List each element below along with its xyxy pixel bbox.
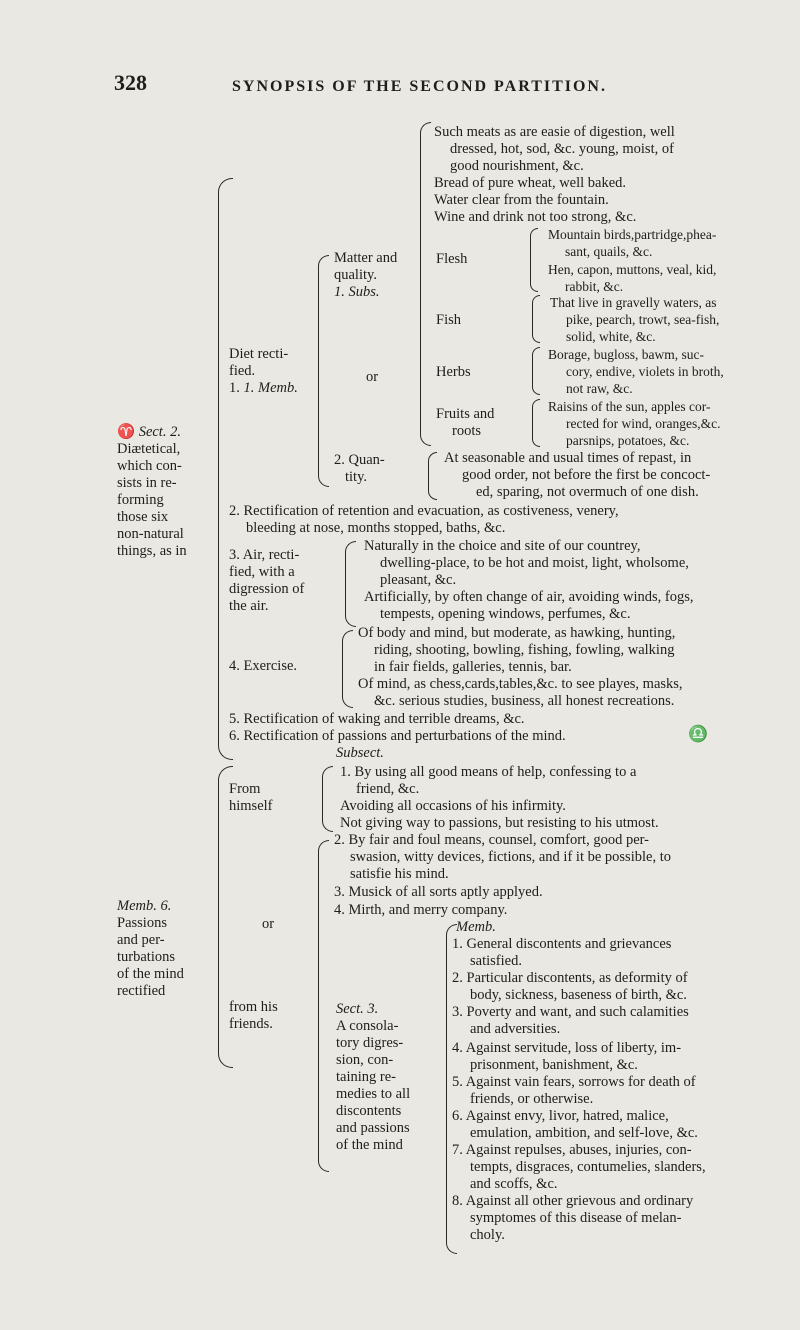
herbs-label: Herbs xyxy=(436,364,471,380)
sect3-line: medies to all xyxy=(336,1086,411,1102)
diet-label: fied. xyxy=(229,363,256,379)
food-line: Wine and drink not too strong, &c. xyxy=(434,209,637,225)
memb-line: satisfied. xyxy=(470,953,522,969)
diet-memb: 1. Memb. xyxy=(243,380,298,396)
aries-symbol: ♈ xyxy=(117,424,136,440)
sect3-line: taining re- xyxy=(336,1069,396,1085)
memb6-line: and per- xyxy=(117,932,165,948)
exercise-line: in fair fields, galleries, tennis, bar. xyxy=(374,659,572,675)
memb6-line: turbations xyxy=(117,949,175,965)
rectification-2: 2. Rectification of retention and evacuation, as costiveness, venery, xyxy=(229,503,619,519)
item-6: 6. Rectification of passions and perturbations of the mind. xyxy=(229,728,566,744)
fruits-label: roots xyxy=(452,423,481,439)
sect3-line: of the mind xyxy=(336,1137,403,1153)
friends-label: friends. xyxy=(229,1016,273,1032)
memb-line: 7. Against repulses, abuses, injuries, con- xyxy=(452,1142,692,1158)
memb-line: emulation, ambition, and self-love, &c. xyxy=(470,1125,698,1141)
memb-line: symptomes of this disease of melan- xyxy=(470,1210,682,1226)
memb6-heading: Memb. 6. xyxy=(117,898,172,914)
memb-line: body, sickness, baseness of birth, &c. xyxy=(470,987,687,1003)
friends-brace xyxy=(318,840,329,1172)
air-brace xyxy=(345,541,356,627)
fish-label: Fish xyxy=(436,312,461,328)
rectification-2: bleeding at nose, months stopped, baths, &c. xyxy=(246,520,506,536)
herbs-line: cory, endive, violets in broth, xyxy=(566,364,724,379)
air-label: digression of xyxy=(229,581,305,597)
flesh-line: Mountain birds,partridge,phea- xyxy=(548,227,717,242)
quantity-label: 2. Quan- xyxy=(334,452,385,468)
himself-line: friend, &c. xyxy=(356,781,420,797)
memb6-line: Passions xyxy=(117,915,167,931)
himself-brace xyxy=(322,766,333,832)
fruits-line: Raisins of the sun, apples cor- xyxy=(548,399,711,414)
sect2-line: forming xyxy=(117,492,164,508)
exercise-line: Of body and mind, but moderate, as hawking, hunting, xyxy=(358,625,676,641)
air-label: the air. xyxy=(229,598,269,614)
memb-line: 5. Against vain fears, sorrows for death of xyxy=(452,1074,696,1090)
sect2-line: non-natural xyxy=(117,526,184,542)
air-line: pleasant, &c. xyxy=(380,572,457,588)
memb-line: 6. Against envy, livor, hatred, malice, xyxy=(452,1108,669,1124)
flesh-line: sant, quails, &c. xyxy=(565,244,653,259)
memb-line: 4. Against servitude, loss of liberty, im- xyxy=(452,1040,682,1056)
quantity-line: good order, not before the first be concoct- xyxy=(462,467,711,483)
friends-line: 2. By fair and foul means, counsel, comfort, good per- xyxy=(334,832,649,848)
item-5: 5. Rectification of waking and terrible dreams, &c. xyxy=(229,711,525,727)
sect3-line: discontents xyxy=(336,1103,402,1119)
air-label: fied, with a xyxy=(229,564,295,580)
himself-line: Avoiding all occasions of his infirmity. xyxy=(340,798,566,814)
sect3-line: and passions xyxy=(336,1120,410,1136)
food-line: good nourishment, &c. xyxy=(450,158,584,174)
memb-line: 2. Particular discontents, as deformity of xyxy=(452,970,688,986)
himself-label: himself xyxy=(229,798,273,814)
food-line: Water clear from the fountain. xyxy=(434,192,609,208)
exercise-line: riding, shooting, bowling, fishing, fowling, walking xyxy=(374,642,675,658)
quantity-line: ed, sparing, not overmuch of one dish. xyxy=(476,484,699,500)
matter-label: Matter and xyxy=(334,250,398,266)
memb-line: prisonment, banishment, &c. xyxy=(470,1057,638,1073)
fruits-label: Fruits and xyxy=(436,406,495,422)
matter-label: quality. xyxy=(334,267,377,283)
memb-line: and adversities. xyxy=(470,1021,561,1037)
sect2-line: sists in re- xyxy=(117,475,177,491)
diet-or: or xyxy=(366,369,379,385)
fruits-line: parsnips, potatoes, &c. xyxy=(566,433,690,448)
page-title: SYNOPSIS OF THE SECOND PARTITION. xyxy=(232,78,607,95)
fish-line: That live in gravelly waters, as xyxy=(550,295,717,310)
friends-line: satisfie his mind. xyxy=(350,866,449,882)
friends-line: swasion, witty devices, fictions, and if it be possible, to xyxy=(350,849,671,865)
herbs-line: not raw, &c. xyxy=(566,381,633,396)
fish-line: solid, white, &c. xyxy=(566,329,656,344)
sect2-line: which con- xyxy=(117,458,182,474)
memb-line: 3. Poverty and want, and such calamities xyxy=(452,1004,689,1020)
food-line: Such meats as are easie of digestion, well xyxy=(434,124,675,140)
memb6-line: of the mind xyxy=(117,966,184,982)
exercise-label: 4. Exercise. xyxy=(229,658,298,674)
air-line: tempests, opening windows, perfumes, &c. xyxy=(380,606,631,622)
himself-or: or xyxy=(262,916,275,932)
air-line: dwelling-place, to be hot and moist, light, wholsome, xyxy=(380,555,689,571)
flesh-brace xyxy=(530,228,538,292)
exercise-brace xyxy=(342,630,353,708)
flesh-line: rabbit, &c. xyxy=(565,279,624,294)
sect3-line: tory digres- xyxy=(336,1035,404,1051)
sect2-heading: Sect. 2. xyxy=(138,424,181,440)
friends-label: from his xyxy=(229,999,278,1015)
fish-brace xyxy=(532,295,540,343)
exercise-line: Of mind, as chess,cards,tables,&c. to see playes, masks, xyxy=(358,676,683,692)
himself-line: Not giving way to passions, but resisting to his utmost. xyxy=(340,815,659,831)
quantity-brace xyxy=(428,452,437,500)
himself-label: From xyxy=(229,781,261,797)
herbs-line: Borage, bugloss, bawm, suc- xyxy=(548,347,704,362)
sect3-heading: Sect. 3. xyxy=(336,1001,379,1017)
quantity-label: tity. xyxy=(345,469,368,485)
flesh-line: Hen, capon, muttons, veal, kid, xyxy=(548,262,717,277)
page-number: 328 xyxy=(114,70,147,95)
memb-line: 1. General discontents and grievances xyxy=(452,936,672,952)
memb-line: tempts, disgraces, contumelies, slanders, xyxy=(470,1159,706,1175)
matter-brace xyxy=(420,122,431,446)
air-line: Artificially, by often change of air, avoiding winds, fogs, xyxy=(364,589,694,605)
sect2-line: Diætetical, xyxy=(117,441,181,457)
quantity-line: At seasonable and usual times of repast, in xyxy=(444,450,692,466)
sect2-line: those six xyxy=(117,509,169,525)
memb6-line: rectified xyxy=(117,983,166,999)
fruits-line: rected for wind, oranges,&c. xyxy=(566,416,721,431)
subsect-heading: Subsect. xyxy=(336,745,384,761)
sect3-line: sion, con- xyxy=(336,1052,394,1068)
fish-line: pike, pearch, trowt, sea-fish, xyxy=(566,312,720,327)
sect2-line: things, as in xyxy=(117,543,187,559)
fruits-brace xyxy=(532,399,540,447)
friends-line: 4. Mirth, and merry company. xyxy=(334,902,508,918)
memb-heading: Memb. xyxy=(456,919,496,935)
memb-line: choly. xyxy=(470,1227,505,1243)
food-line: dressed, hot, sod, &c. young, moist, of xyxy=(450,141,674,157)
memb-line: and scoffs, &c. xyxy=(470,1176,558,1192)
friends-line: 3. Musick of all sorts aptly applyed. xyxy=(334,884,543,900)
himself-line: 1. By using all good means of help, confessing to a xyxy=(340,764,637,780)
diet-label: Diet recti- xyxy=(229,346,289,362)
herbs-brace xyxy=(532,347,540,395)
matter-subs: 1. Subs. xyxy=(334,284,380,300)
diet-brace xyxy=(318,255,329,487)
book-page: 328 SYNOPSIS OF THE SECOND PARTITION. ♈ Sect. 2. Diætetical, which con- sists in re- forming those six non-natural things, as in Memb. 6. Passions and per- turbations of the mind rectified Diet recti- fied. 1. 1. Memb. Matter and quality. 1. Subs. or 2. Quan- tity. Such meats as are easie of digestion, well dressed, hot, sod, &c. young, moist, of good nourishment, &c. Bread of pure wheat, well baked. Water clear from the fountain. Wine and drink not too strong, &c. Flesh Mountain birds,partridge,phea- sant, quails, &c. Hen, capon, muttons, veal, kid, rabbit, &c. Fish That live in gravelly waters, as pike, pearch, trowt, sea-fish, solid, white, &c. Herbs Borage, bugloss, bawm, suc- cory, endive, violets in broth, not raw, &c. Fruits and roots Raisins of the sun, apples cor- rected for wind, oranges,&c. parsnips, potatoes, &c. At seasonable and usual times of repast, in good order, not before the first be concoct- ed, sparing, not overmuch of one dish. 2. Rectification of retention and evacuation, as costiveness, venery, bleeding at nose, months stopped, baths, &c. 3. Air, recti- fied, with a digression of the air. Naturally in the choice and site of our countrey, dwelling-place, to be hot and moist, light, wholsome, pleasant, &c. Artificially, by often change of air, avoiding winds, fogs, tempests, opening windows, perfumes, &c. 4. Exercise. Of body and mind, but moderate, as hawking, hunting, riding, shooting, bowling, fishing, fowling, walking in fair fields, galleries, tennis, bar. Of mind, as chess,cards,tables,&c. to see playes, masks, &c. serious studies, business, all honest recreations. 5. Rectification of waking and terrible dreams, &c. 6. Rectification of passions and perturbations of the mind. ♎ Subsect. From himself 1. By using all good means of help, confessing to a friend, &c. Avoiding all occasions of his infirmity. Not giving way to passions, but resisting to his utmost. or from his friends. 2. By fair and foul means, counsel, comfort, good per- swasion, witty devices, fictions, and if it be possible, to satisfie his mind. 3. Musick of all sorts aptly applyed. 4. Mirth, and merry company. Sect. 3. A consola- tory digres- sion, con- taining re- medies to all discontents and passions of the mind Memb. 1. General discontents and grievances satisfied. 2. Particular discontents, as deformity of body, sickness, baseness of birth, &c. 3. Poverty and want, and such calamities and adversities. 4. Against servitude, loss of liberty, im- prisonment, banishment, &c. 5. Against vain fears, sorrows for death of friends, or otherwise. 6. Against envy, livor, hatred, malice, emulation, ambition, and self-love, &c. 7. Against repulses, abuses, injuries, con- tempts, disgraces, contumelies, slanders, and scoffs, &c. 8. Against all other grievous and ordinary symptomes of this disease of melan- choly. xyxy=(0,0,800,1330)
air-line: Naturally in the choice and site of our countrey, xyxy=(364,538,641,554)
air-label: 3. Air, recti- xyxy=(229,547,300,563)
food-line: Bread of pure wheat, well baked. xyxy=(434,175,627,191)
sect3-line: A consola- xyxy=(336,1018,399,1034)
memb-line: friends, or otherwise. xyxy=(470,1091,594,1107)
exercise-line: &c. serious studies, business, all honest recreations. xyxy=(374,693,675,709)
libra-symbol: ♎ xyxy=(688,726,708,743)
flesh-label: Flesh xyxy=(436,251,468,267)
memb-line: 8. Against all other grievous and ordinary xyxy=(452,1193,694,1209)
